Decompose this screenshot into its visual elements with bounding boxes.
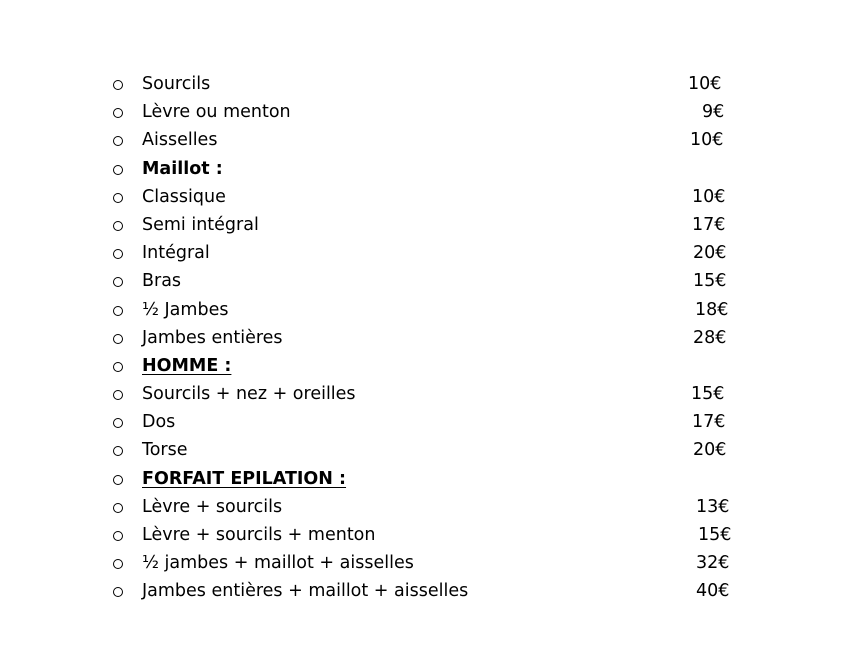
item-label: Lèvre + sourcils (142, 496, 283, 517)
section-heading-homme: HOMME : (142, 355, 232, 376)
item-price: 20€ (693, 440, 727, 461)
item-price: 28€ (693, 327, 727, 348)
section-heading-row (113, 465, 753, 493)
circle-bullet-icon (113, 108, 123, 118)
circle-bullet-icon (113, 221, 123, 231)
item-label: Jambes entières + maillot + aisselles (142, 581, 469, 602)
list-item (113, 267, 753, 295)
item-price: 40€ (696, 581, 730, 602)
item-price: 20€ (693, 243, 727, 264)
list-item (113, 549, 753, 577)
item-price: 10€ (692, 186, 726, 207)
circle-bullet-icon (113, 306, 123, 316)
price-list (113, 70, 753, 606)
item-price: 17€ (692, 412, 726, 433)
list-item (113, 239, 753, 267)
item-label: Dos (142, 412, 176, 433)
list-item (113, 70, 753, 98)
item-label: Sourcils (142, 74, 211, 94)
circle-bullet-icon (113, 165, 123, 175)
item-price: 15€ (698, 525, 732, 545)
item-label: ½ jambes + maillot + aisselles (142, 553, 414, 574)
item-price: 10€ (690, 130, 724, 151)
section-heading-forfait: FORFAIT EPILATION : (142, 468, 347, 489)
item-label: Semi intégral (142, 214, 259, 235)
list-item (113, 380, 753, 408)
item-label: Bras (142, 271, 182, 292)
item-label: Lèvre ou menton (142, 102, 291, 123)
circle-bullet-icon (113, 475, 123, 485)
item-label: Lèvre + sourcils + menton (142, 525, 376, 545)
circle-bullet-icon (113, 587, 123, 597)
list-item (113, 183, 753, 211)
item-price: 13€ (696, 496, 730, 517)
item-price: 32€ (696, 553, 730, 574)
list-item (113, 493, 753, 521)
list-item (113, 211, 753, 239)
item-price: 17€ (692, 214, 726, 235)
item-label: Jambes entières (142, 327, 283, 348)
section-heading-row (113, 352, 753, 380)
item-label: Classique (142, 186, 226, 207)
item-label: Intégral (142, 243, 210, 264)
circle-bullet-icon (113, 390, 123, 400)
circle-bullet-icon (113, 503, 123, 513)
list-item (113, 577, 753, 605)
circle-bullet-icon (113, 559, 123, 569)
item-price: 15€ (693, 271, 727, 292)
circle-bullet-icon (113, 136, 123, 146)
circle-bullet-icon (113, 277, 123, 287)
list-item (113, 324, 753, 352)
circle-bullet-icon (113, 249, 123, 259)
circle-bullet-icon (113, 531, 123, 541)
list-item (113, 521, 753, 549)
circle-bullet-icon (113, 80, 123, 90)
circle-bullet-icon (113, 334, 123, 344)
item-price: 18€ (695, 299, 729, 320)
circle-bullet-icon (113, 446, 123, 456)
list-item (113, 296, 753, 324)
section-heading-row (113, 155, 753, 183)
list-item (113, 436, 753, 464)
circle-bullet-icon (113, 362, 123, 372)
item-label: ½ Jambes (142, 299, 229, 320)
list-item (113, 126, 753, 154)
item-label: Aisselles (142, 130, 218, 151)
circle-bullet-icon (113, 193, 123, 203)
list-item (113, 98, 753, 126)
list-item (113, 408, 753, 436)
item-label: Sourcils + nez + oreilles (142, 384, 356, 405)
item-price: 10€ (688, 74, 722, 94)
circle-bullet-icon (113, 418, 123, 428)
item-label: Torse (142, 440, 188, 461)
section-heading-maillot: Maillot : (142, 158, 223, 179)
item-price: 15€ (691, 384, 725, 405)
item-price: 9€ (702, 102, 725, 123)
